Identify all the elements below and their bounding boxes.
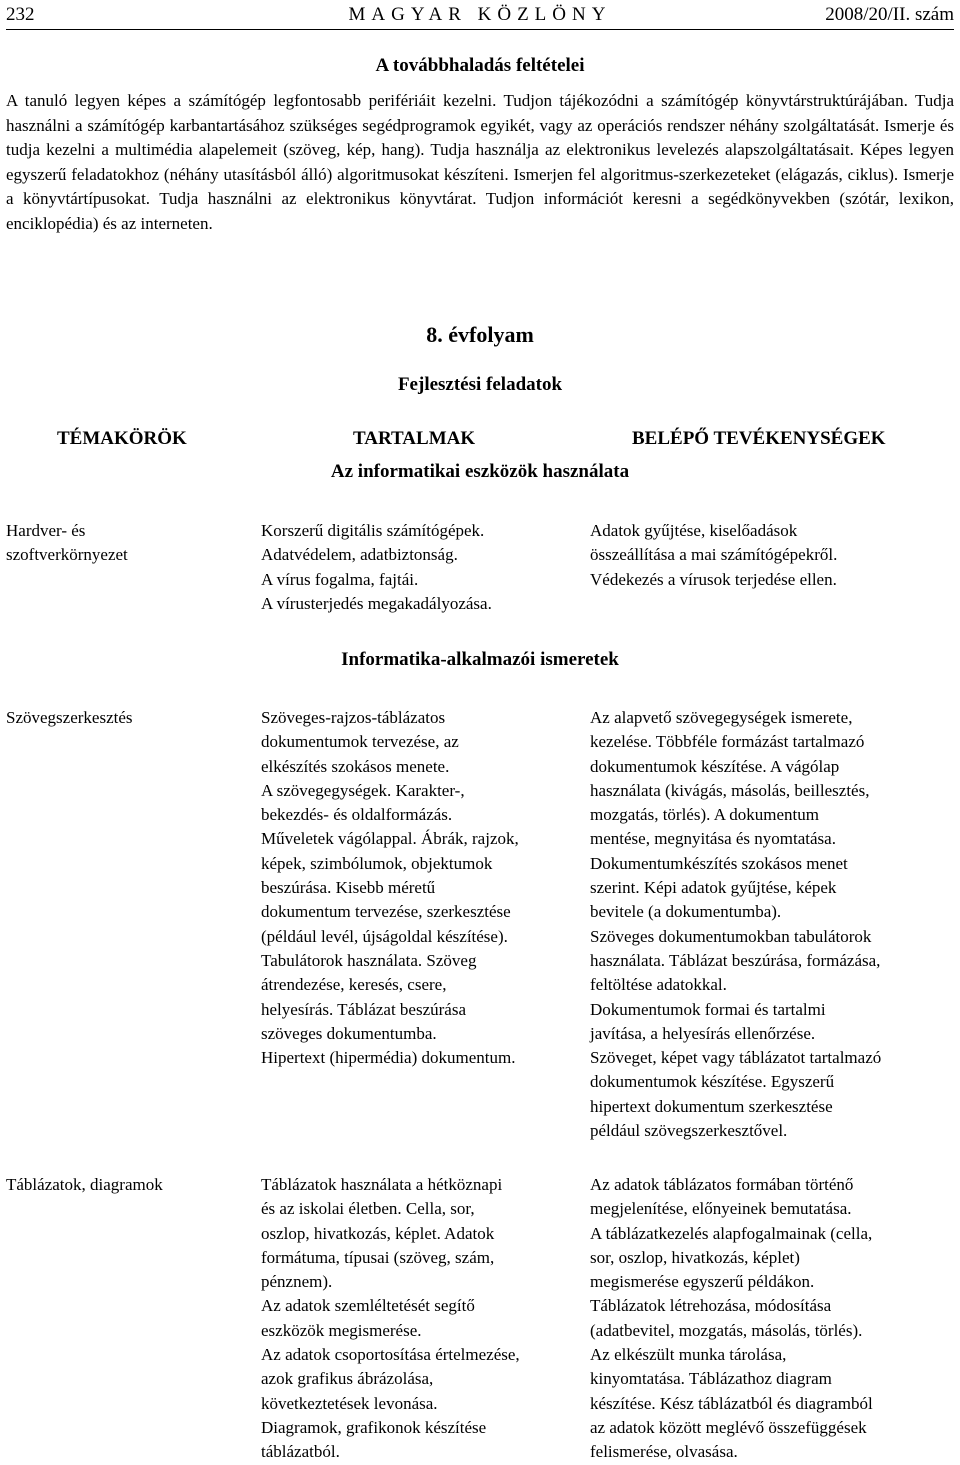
text-line: Hipertext (hipermédia) dokumentum. [261,1048,516,1068]
text-line: sor, oszlop, hivatkozás, képlet) [590,1247,800,1267]
column-heading-contents: TARTALMAK [353,428,476,449]
text-line: következtetések levonása. [261,1393,438,1413]
text-line: az adatok között meglévő összefüggések [590,1417,867,1437]
issue-number: 2008/20/II. szám [825,4,954,25]
topic-cell [6,519,128,568]
text-line: bekezdés- és oldalformázás. [261,805,453,825]
column-heading-topics: TÉMAKÖRÖK [57,428,187,449]
text-line: Szöveges dokumentumokban tabulátorok [590,926,872,946]
grade-heading: 8. évfolyam [426,322,534,347]
text-line: dokumentum tervezése, szerkesztése [261,902,511,922]
content-cell [261,706,519,1070]
text-line: Az adatok csoportosítása értelmezése, [261,1345,520,1365]
column-heading-entry: BELÉPŐ TEVÉKENYSÉGEK [632,428,886,449]
text-line: kinyomtatása. Táblázathoz diagram [590,1369,832,1389]
text-line: összeállítása a mai számítógépekről. [590,545,838,565]
text-line: megismerése egyszerű példákon. [590,1272,815,1292]
text-line: mozgatás, törlés). A dokumentum [590,805,819,825]
text-line: szöveges dokumentumba. [261,1023,437,1043]
text-line: használata. Táblázat beszúrása, formázása, [590,950,881,970]
text-line: dokumentumok tervezése, az [261,732,459,752]
subtitle-heading: Fejlesztési feladatok [397,374,563,395]
topic-cell [6,1173,163,1197]
text-line: szoftverkörnyezet [6,545,128,565]
text-line: beszúrása. Kisebb méretű [261,878,436,898]
text-line: A szövegegységek. Karakter-, [261,780,465,800]
activity-cell [590,706,881,1143]
text-line: Az adatok szemléltetését segítő [261,1296,475,1316]
text-line: A táblázatkezelés alapfogalmainak (cella, [590,1223,873,1243]
text-line: képek, szimbólumok, objektumok [261,853,493,873]
text-line: dokumentumok készítése. A vágólap [590,756,840,776]
text-line: bevitele (a dokumentumba). [590,902,782,922]
text-line: dokumentumok készítése. Egyszerű [590,1072,835,1092]
header-rule [6,29,954,30]
text-line: Hardver- és [6,521,86,540]
content-cell [261,1173,520,1465]
text-line: Az elkészült munka tárolása, [590,1345,787,1365]
activity-cell [590,519,837,592]
text-line: hipertext dokumentum szerkesztése [590,1096,833,1116]
text-line: Az alapvető szövegegységek ismerete, [590,708,853,727]
text-line: helyesírás. Táblázat beszúrása [261,999,467,1019]
publication-title: MAGYAR KÖZLÖNY [348,4,612,25]
text-line: A vírusterjedés megakadályozása. [261,593,492,613]
text-line: Táblázatok, diagramok [6,1175,163,1194]
text-line: (például levél, újságoldal készítése). [261,926,508,946]
section-heading: Az informatikai eszközök használata [330,461,630,482]
text-line: Adatok gyűjtése, kiselőadások [590,521,798,540]
text-line: készítése. Kész táblázatból és diagramból [590,1393,873,1413]
text-line: és az iskolai életben. Cella, sor, [261,1199,475,1219]
text-line: Szövegszerkesztés [6,708,133,727]
page-header [6,2,954,28]
text-line: eszközök megismerése. [261,1320,422,1340]
text-line: azok grafikus ábrázolása, [261,1369,434,1389]
text-line: (adatbevitel, mozgatás, másolás, törlés). [590,1320,863,1340]
text-line: Szöveges-rajzos-táblázatos [261,708,446,727]
text-line: mentése, megnyitása és nyomtatása. [590,829,836,849]
text-line: feltöltése adatokkal. [590,975,727,995]
activity-cell [590,1173,873,1465]
text-line: átrendezése, keresés, csere, [261,975,447,995]
text-line: kezelése. Többféle formázást tartalmazó [590,732,865,752]
text-line: Dokumentumkészítés szokásos menet [590,853,848,873]
text-line: Tabulátorok használata. Szöveg [261,950,477,970]
text-line: használata (kivágás, másolás, beillesztés, [590,780,870,800]
text-line: oszlop, hivatkozás, képlet. Adatok [261,1223,495,1243]
text-line: például szövegszerkesztővel. [590,1121,788,1141]
text-line: Táblázatok használata a hétköznapi [261,1175,503,1194]
text-line: Műveletek vágólappal. Ábrák, rajzok, [261,829,519,849]
topic-cell [6,706,133,730]
text-line: megjelenítése, előnyeinek bemutatása. [590,1199,852,1219]
text-line: Védekezés a vírusok terjedése ellen. [590,569,837,589]
intro-paragraph: A tanuló legyen képes a számítógép legfontosabb perifériáit kezelni. Tudjon tájékozódni a számítógép könyvtárstruktúrájában. Tudja használni a számítógép karbantartásához szükséges segédprogramok egyikét, vagy az operációs rendszer néhány szolgáltatását. Ismerje és tudja kezelni a multimédia alapelemeit (szöveg, kép, hang). Tudja használja az elektronikus levelezés alapszolgáltatásait. Képes legyen egyszerű feladatokhoz (néhány utasításból álló) algoritmusokat készíteni. Ismerjen fel algoritmus-szerkezeteket (elágazás, ciklus). Ismerje a könyvtártípusokat. Tudja használni az elektronikus könyvtárat. Tudjon információt keresni a segédkönyvekben (szótár, lexikon, enciklopédia) és az interneten. [6,91,954,233]
text-line: A vírus fogalma, fajtái. [261,569,419,589]
text-line: Táblázatok létrehozása, módosítása [590,1296,832,1316]
text-line: elkészítés szokásos menete. [261,756,450,776]
page-number: 232 [6,4,35,25]
text-line: Korszerű digitális számítógépek. [261,521,485,540]
section-heading: Informatika-alkalmazói ismeretek [341,649,619,670]
content-cell [261,519,492,616]
text-line: Dokumentumok formai és tartalmi [590,999,826,1019]
text-line: felismerése, olvasása. [590,1442,738,1462]
text-line: Adatvédelem, adatbiztonság. [261,545,458,565]
text-line: javítása, a helyesírás ellenőrzése. [590,1023,816,1043]
text-line: formátuma, típusai (szöveg, szám, [261,1247,495,1267]
text-line: Szöveget, képet vagy táblázatot tartalmazó [590,1048,882,1068]
text-line: Diagramok, grafikonok készítése [261,1417,487,1437]
text-line: táblázatból. [261,1442,340,1462]
text-line: Az adatok táblázatos formában történő [590,1175,854,1194]
section-title: A továbbhaladás feltételei [375,55,585,76]
text-line: pénznem). [261,1272,333,1292]
text-line: szerint. Képi adatok gyűjtése, képek [590,878,837,898]
